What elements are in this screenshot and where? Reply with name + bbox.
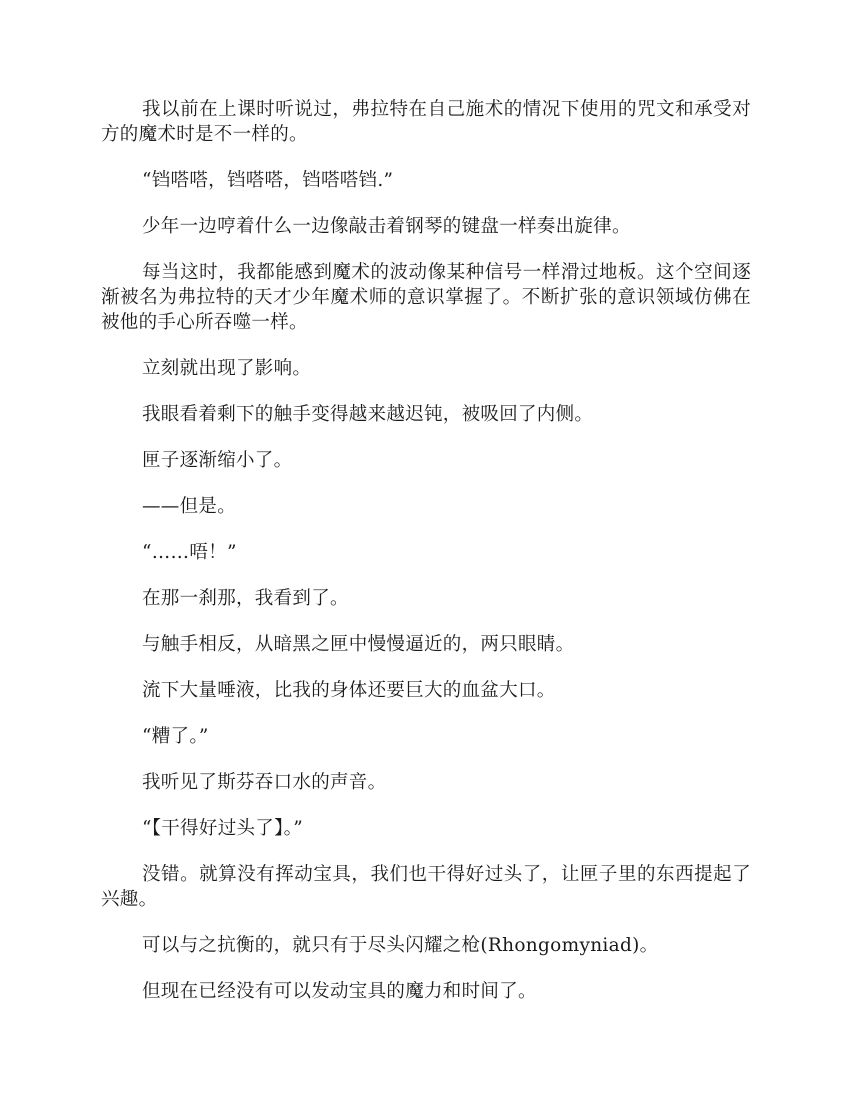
paragraph: “铛嗒嗒，铛嗒嗒，铛嗒嗒铛.” bbox=[142, 170, 394, 191]
paragraph: 与触手相反，从暗黑之匣中慢慢逼近的，两只眼睛。 bbox=[142, 634, 575, 655]
paragraph: “……唔！” bbox=[142, 542, 237, 563]
paragraph: ——但是。 bbox=[142, 496, 237, 517]
paragraph: 在那一刹那，我看到了。 bbox=[142, 588, 349, 609]
paragraph: 立刻就出现了影响。 bbox=[142, 358, 312, 379]
document-page bbox=[101, 97, 751, 1025]
paragraph: 我听见了斯芬吞口水的声音。 bbox=[142, 772, 387, 793]
paragraph: 匣子逐渐缩小了。 bbox=[142, 450, 293, 471]
paragraph: 但现在已经没有可以发动宝具的魔力和时间了。 bbox=[142, 981, 537, 1002]
paragraph: 流下大量唾液，比我的身体还要巨大的血盆大口。 bbox=[142, 680, 556, 701]
paragraph: 没错。就算没有挥动宝具，我们也干得好过头了，让匣子里的东西提起了兴趣。 bbox=[101, 864, 751, 910]
paragraph: 可以与之抗衡的，就只有于尽头闪耀之枪(Rhongomyniad)。 bbox=[142, 935, 659, 956]
paragraph: 我眼看着剩下的触手变得越来越迟钝，被吸回了内侧。 bbox=[142, 404, 594, 425]
paragraph: 每当这时，我都能感到魔术的波动像某种信号一样滑过地板。这个空间逐渐被名为弗拉特的天才少年魔术师的意识掌握了。不断扩张的意识领域仿佛在被他的手心所吞噬一样。 bbox=[101, 262, 751, 333]
paragraph: “糟了。” bbox=[142, 726, 209, 747]
paragraph: “【干得好过头了】。” bbox=[142, 818, 303, 839]
paragraph: 少年一边哼着什么一边像敲击着钢琴的键盘一样奏出旋律。 bbox=[142, 216, 631, 237]
paragraph: 我以前在上课时听说过，弗拉特在自己施术的情况下使用的咒文和承受对方的魔术时是不一样的。 bbox=[101, 99, 751, 145]
